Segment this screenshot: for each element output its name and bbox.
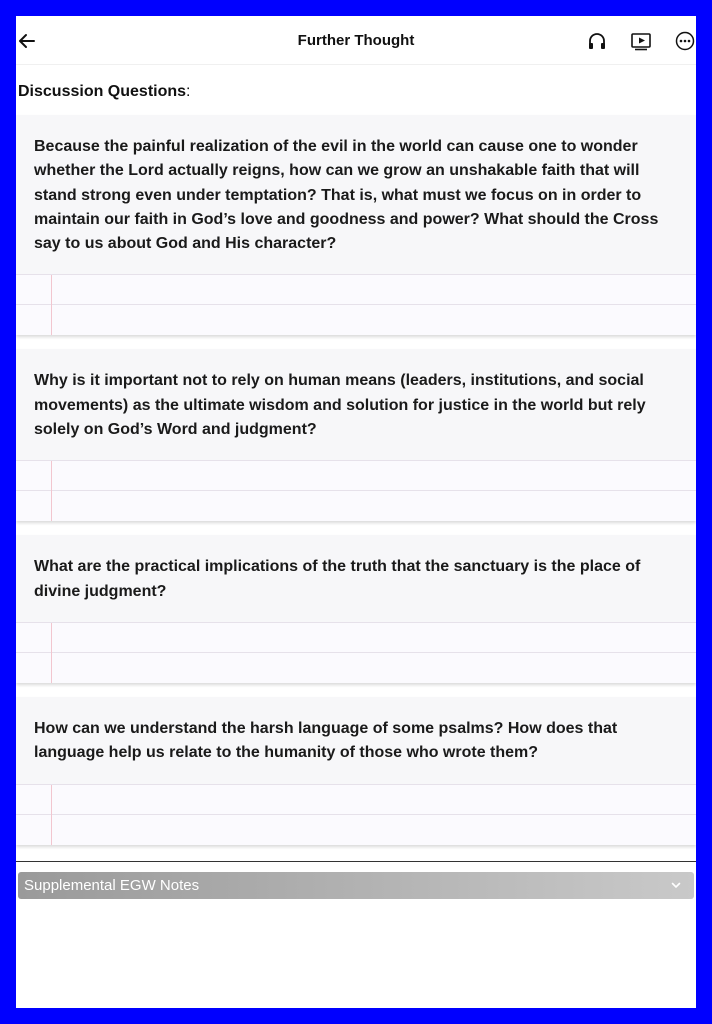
- chevron-down-icon: [670, 879, 682, 891]
- question-card: [16, 115, 696, 335]
- question-text: What are the practical implications of the truth that the sanctuary is the place of divine judgment?: [16, 535, 696, 622]
- divider: [16, 861, 696, 862]
- supplemental-egw-notes-toggle[interactable]: [18, 872, 694, 899]
- notes-area[interactable]: [16, 460, 696, 521]
- question-text: How can we understand the harsh language of some psalms? How does that language help us relate to the humanity of those who wrote them?: [16, 697, 696, 784]
- supplemental-egw-notes-label: Supplemental EGW Notes: [24, 876, 200, 894]
- more-options-icon[interactable]: [674, 30, 696, 52]
- header-actions: [586, 30, 696, 52]
- section-heading-suffix: :: [186, 83, 191, 100]
- headphones-icon[interactable]: [586, 30, 608, 52]
- question-card: [16, 349, 696, 521]
- question-card: [16, 697, 696, 845]
- question-card: [16, 535, 696, 683]
- question-text: Because the painful realization of the evil in the world can cause one to wonder whether the Lord actually reigns, how can we grow an unshakable faith that will stand strong even under temptation? That is, what must we focus on in order to maintain our faith in God’s love and goodness and power? What should the Cross say to us about God and His character?: [16, 115, 696, 274]
- app-window: [16, 16, 696, 1008]
- question-text: Why is it important not to rely on human means (leaders, institutions, and social movements) as the ultimate wisdom and solution for justice in the world but rely solely on God’s Word and judgment?: [16, 349, 696, 460]
- notes-area[interactable]: [16, 274, 696, 335]
- top-bar: [16, 16, 696, 65]
- notes-area[interactable]: [16, 784, 696, 845]
- notes-area[interactable]: [16, 622, 696, 683]
- page-title: Further Thought: [297, 32, 415, 49]
- play-video-icon[interactable]: [630, 30, 652, 52]
- section-heading: [18, 83, 696, 101]
- section-heading-text: Discussion Questions: [18, 83, 187, 100]
